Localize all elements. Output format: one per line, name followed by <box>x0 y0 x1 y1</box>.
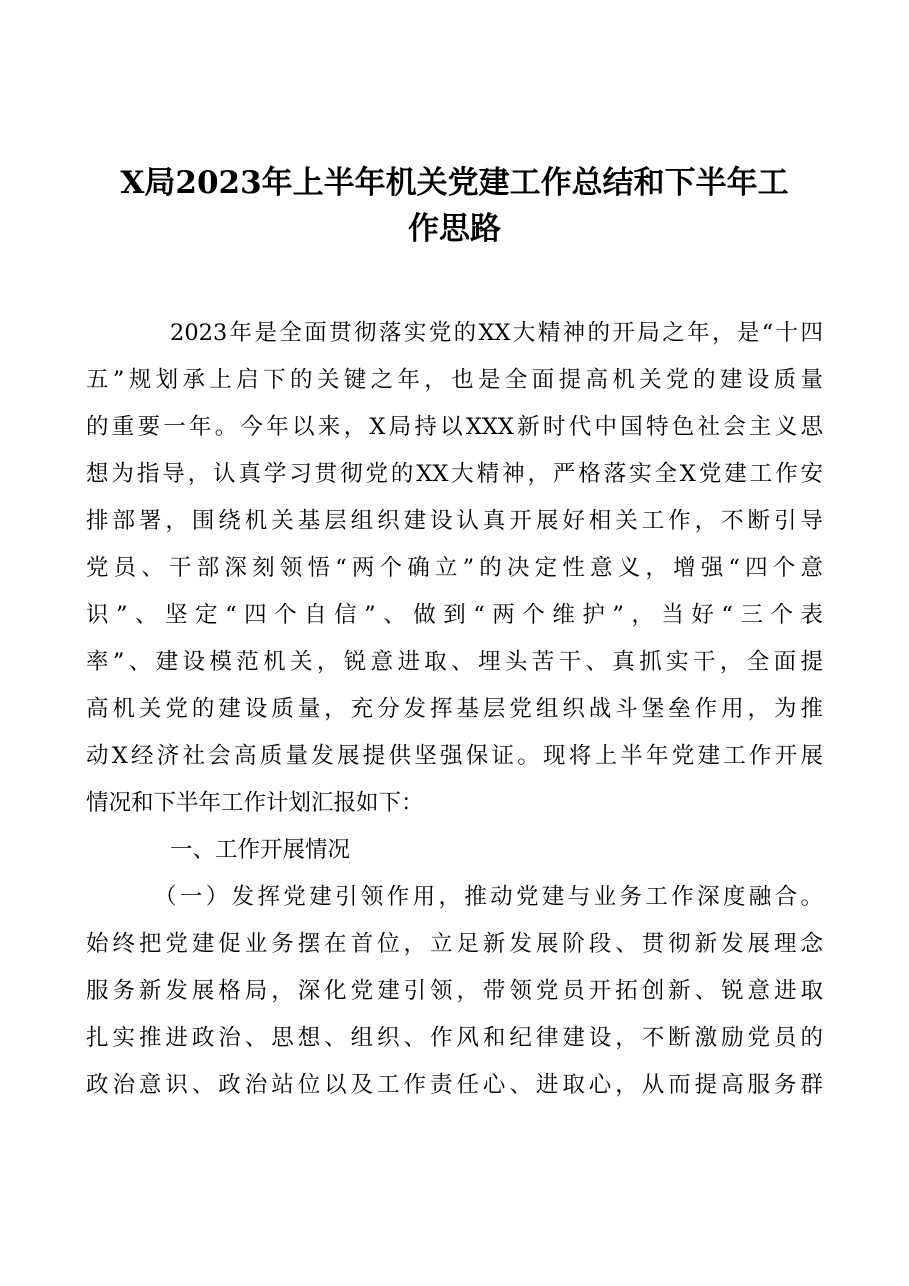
paragraph-line: 服务新发展格局，深化党建引领，带领党员开拓创新、锐意进取 <box>86 978 823 1004</box>
paragraph-line: 的重要一年。今年以来，X局持以XXX新时代中国特色社会主义思 <box>86 414 823 440</box>
intro-paragraph <box>86 310 823 827</box>
paragraph-line: 政治意识、政治站位以及工作责任心、进取心，从而提高服务群 <box>86 1072 823 1098</box>
paragraph-line: 率”、建设模范机关，锐意进取、埋头苦干、真抓实干，全面提 <box>86 649 823 675</box>
sub-heading-line: （一）发挥党建引领作用，推动党建与业务工作深度融合。 <box>154 884 823 910</box>
paragraph-line: 2023年是全面贯彻落实党的XX大精神的开局之年，是“十四 <box>170 320 823 346</box>
paragraph-line: 高机关党的建设质量，充分发挥基层党组织战斗堡垒作用，为推 <box>86 696 823 722</box>
paragraph-line: 想为指导，认真学习贯彻党的XX大精神，严格落实全X党建工作安 <box>86 461 823 487</box>
paragraph-line: 情况和下半年工作计划汇报如下： <box>86 790 424 816</box>
paragraph-line: 始终把党建促业务摆在首位，立足新发展阶段、贯彻新发展理念 <box>86 931 823 957</box>
document-body <box>86 310 823 1109</box>
document-title <box>86 160 823 252</box>
title-line: X局2023年上半年机关党建工作总结和下半年工 <box>120 165 789 201</box>
section-heading: 一、工作开展情况 <box>170 837 351 863</box>
paragraph-line: 排部署，围绕机关基层组织建设认真开展好相关工作，不断引导 <box>86 508 823 534</box>
paragraph-line: 识”、坚定“四个自信”、做到“两个维护”，当好“三个表 <box>86 602 823 628</box>
sub-section-paragraph <box>86 874 823 1109</box>
paragraph-line: 扎实推进政治、思想、组织、作风和纪律建设，不断激励党员的 <box>86 1025 823 1051</box>
title-line: 作思路 <box>408 211 501 247</box>
paragraph-line: 五”规划承上启下的关键之年，也是全面提高机关党的建设质量 <box>86 367 823 393</box>
paragraph-line: 党员、干部深刻领悟“两个确立”的决定性意义，增强“四个意 <box>86 555 823 581</box>
paragraph-line: 动X经济社会高质量发展提供坚强保证。现将上半年党建工作开展 <box>86 743 823 769</box>
